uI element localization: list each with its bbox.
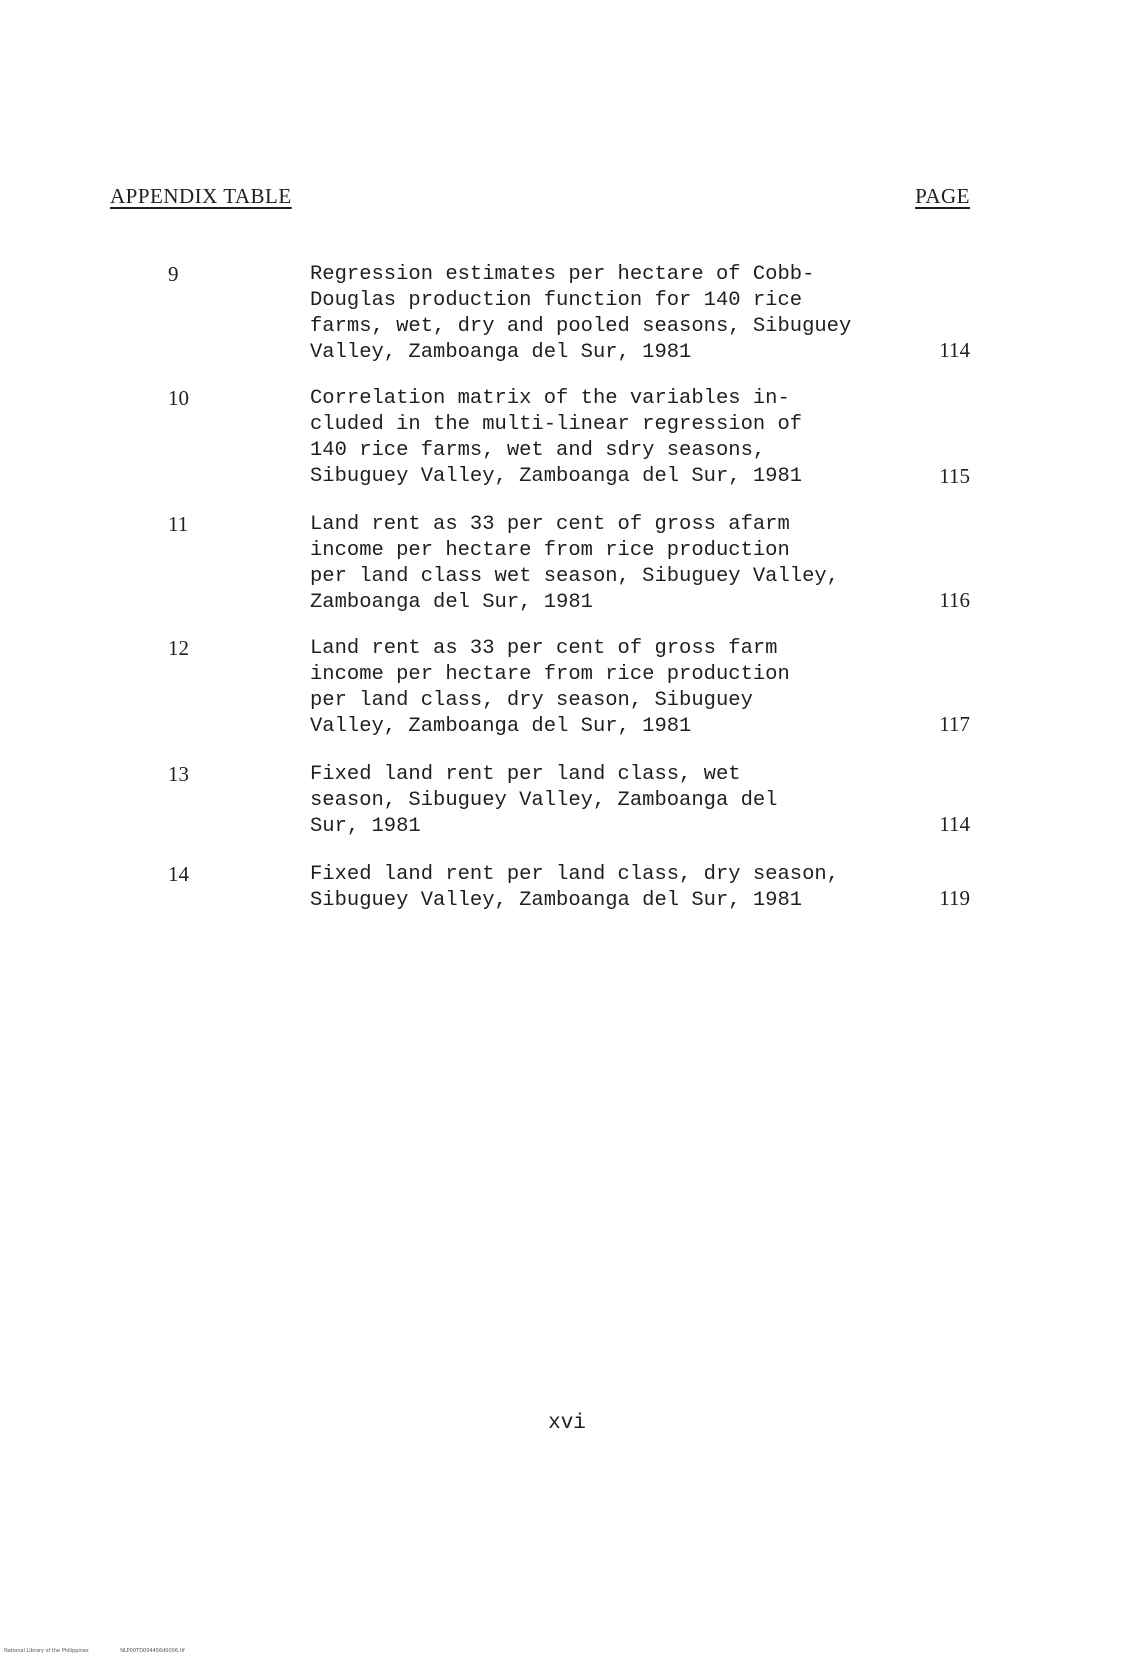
scan-file-code: NLP00TD004456d0006.tif xyxy=(120,1648,185,1654)
scan-footer xyxy=(4,1648,215,1654)
table-description: Fixed land rent per land class, dry season, Sibuguey Valley, Zamboanga del Sur, 1981 xyxy=(310,863,839,912)
page-column-heading: PAGE xyxy=(915,184,970,208)
table-number: 11 xyxy=(168,512,189,536)
table-number: 12 xyxy=(168,636,189,660)
library-credit: National Library of the Philippines xyxy=(4,1648,89,1654)
page-number: 114 xyxy=(939,812,970,836)
page-number: 117 xyxy=(939,712,970,736)
table-number: 9 xyxy=(168,262,179,286)
page-folio: xvi xyxy=(548,1412,586,1435)
appendix-table-heading: APPENDIX TABLE xyxy=(110,184,292,208)
page-number: 119 xyxy=(939,886,970,910)
table-description: Land rent as 33 per cent of gross farm income per hectare from rice production per land class, dry season, Sibuguey Valley, Zamboanga del Sur, 1981 xyxy=(310,637,790,738)
table-description: Regression estimates per hectare of Cobb- Douglas production function for 140 rice farms, wet, dry and pooled seasons, Sibuguey Valley, Zamboanga del Sur, 1981 xyxy=(310,263,852,364)
table-description: Land rent as 33 per cent of gross afarm income per hectare from rice production per land class wet season, Sibuguey Valley, Zamboanga del Sur, 1981 xyxy=(310,513,839,614)
table-description: Correlation matrix of the variables in- cluded in the multi-linear regression of 140 rice farms, wet and sdry seasons, Sibuguey Valley, Zamboanga del Sur, 1981 xyxy=(310,387,803,488)
table-number: 10 xyxy=(168,386,189,410)
table-number: 13 xyxy=(168,762,189,786)
table-description: Fixed land rent per land class, wet season, Sibuguey Valley, Zamboanga del Sur, 1981 xyxy=(310,763,778,838)
table-number: 14 xyxy=(168,862,189,886)
page-number: 115 xyxy=(939,464,970,488)
page-number: 116 xyxy=(939,588,970,612)
page-number: 114 xyxy=(939,338,970,362)
